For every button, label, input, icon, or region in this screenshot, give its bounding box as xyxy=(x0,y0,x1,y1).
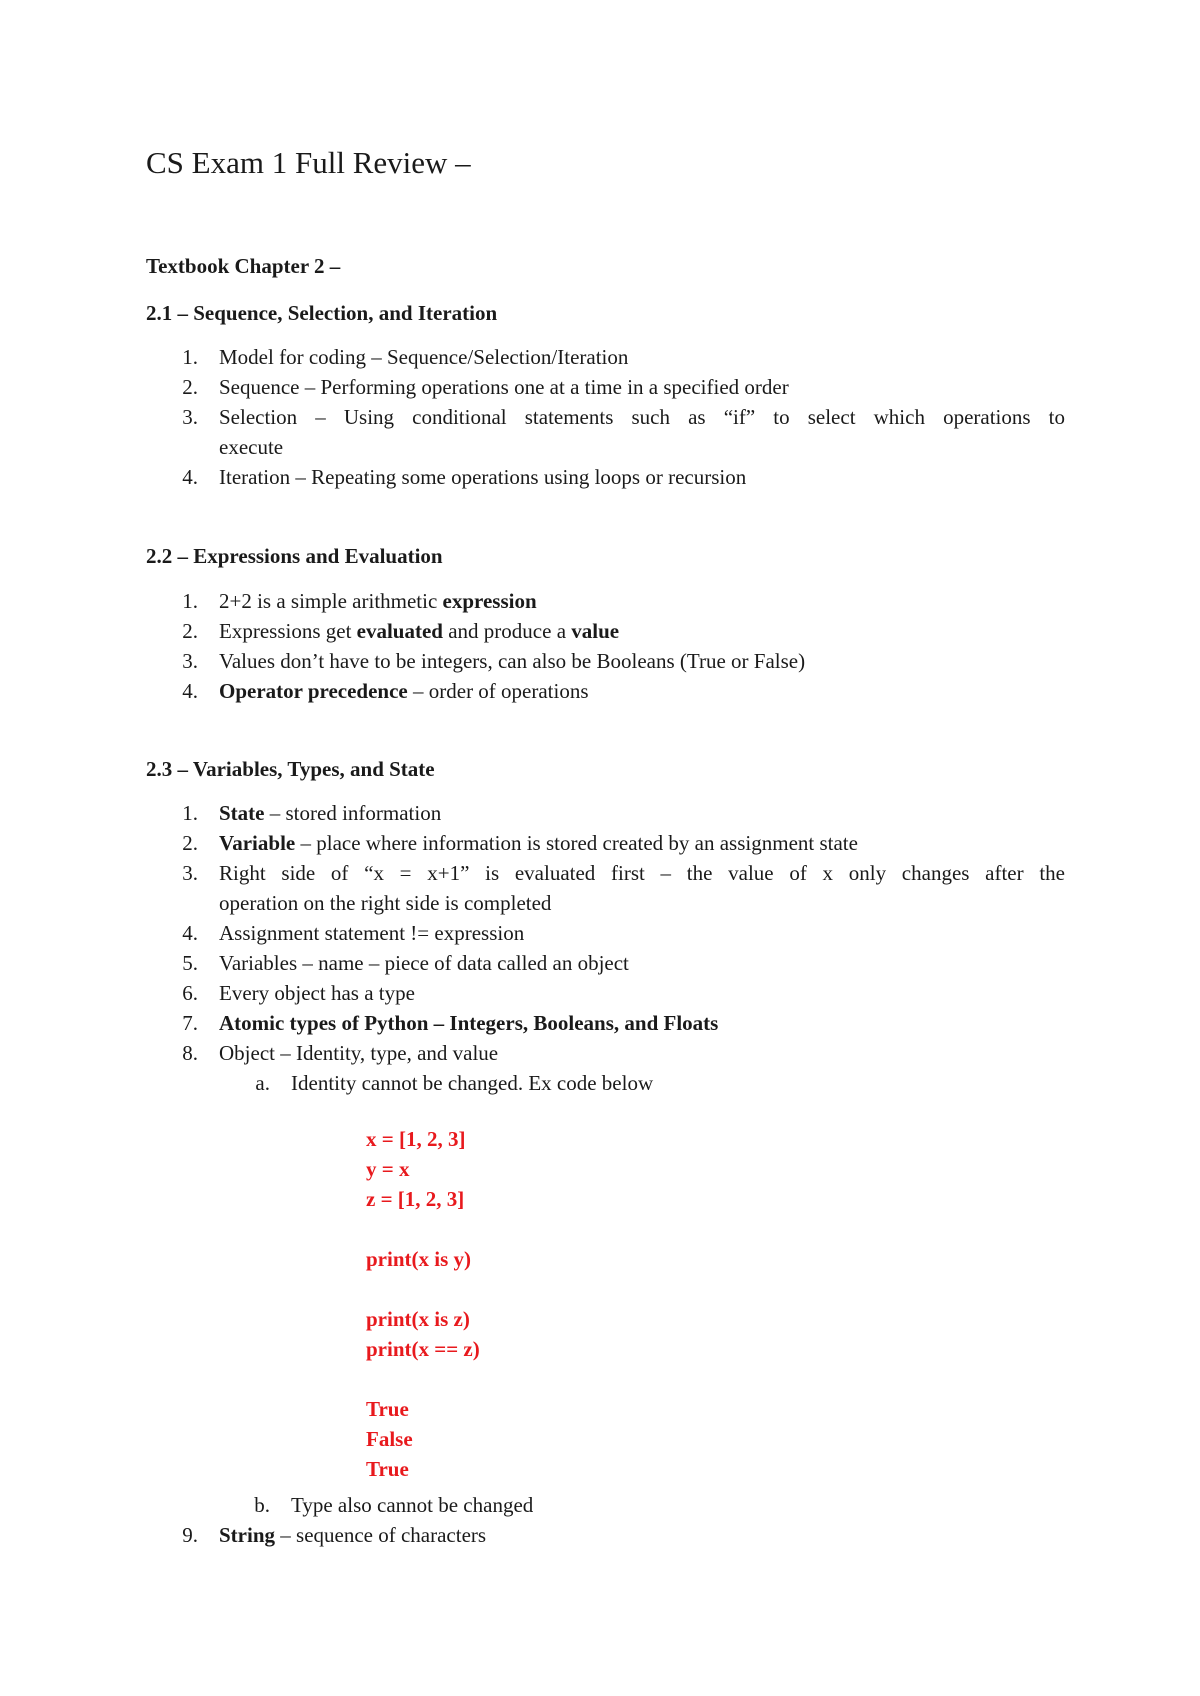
list-text: Identity cannot be changed. Ex code below xyxy=(291,1071,654,1095)
list-text: Right side of “x = x+1” is evaluated first – the value of x only changes after the xyxy=(219,861,1065,885)
bold-term: evaluated xyxy=(356,619,443,643)
list-number: 4. xyxy=(182,921,198,945)
list-text: Operator precedence – order of operations xyxy=(219,679,589,703)
list-number: 5. xyxy=(182,951,198,975)
list-number: 8. xyxy=(182,1041,198,1065)
section-heading-2-3: 2.3 – Variables, Types, and State xyxy=(146,757,435,781)
chapter-heading: Textbook Chapter 2 – xyxy=(146,254,341,278)
list-number: 9. xyxy=(182,1523,198,1547)
list-text: Sequence – Performing operations one at a time in a specified order xyxy=(219,375,789,399)
list-text: Values don’t have to be integers, can also be Booleans (True or False) xyxy=(219,649,806,673)
list-text: Variable – place where information is stored created by an assignment state xyxy=(219,831,858,855)
bold-term: expression xyxy=(442,589,537,613)
list-number: 2. xyxy=(182,619,198,643)
list-text: String – sequence of characters xyxy=(219,1523,487,1547)
section-heading-2-2: 2.2 – Expressions and Evaluation xyxy=(146,544,443,568)
list-text: Selection – Using conditional statements such as “if” to select which operations to xyxy=(219,405,1065,429)
list-number: 4. xyxy=(182,465,198,489)
code-line: z = [1, 2, 3] xyxy=(366,1187,465,1211)
code-line: print(x is y) xyxy=(366,1247,471,1271)
document-title: CS Exam 1 Full Review – xyxy=(146,145,471,180)
list-number: 1. xyxy=(182,801,198,825)
list-text: Every object has a type xyxy=(219,981,415,1005)
list-number: 4. xyxy=(182,679,198,703)
list-number: 1. xyxy=(182,589,198,613)
code-output-line: False xyxy=(366,1427,413,1451)
list-number: 1. xyxy=(182,345,198,369)
list-number: 3. xyxy=(182,405,198,429)
section-heading-2-1: 2.1 – Sequence, Selection, and Iteration xyxy=(146,301,498,325)
list-text-continuation: execute xyxy=(219,435,284,459)
code-output-line: True xyxy=(366,1397,409,1421)
list-text: Expressions get evaluated and produce a value xyxy=(219,619,620,643)
list-text: State – stored information xyxy=(219,801,442,825)
list-text: 2+2 is a simple arithmetic expression xyxy=(219,589,537,613)
list-text: Assignment statement != expression xyxy=(219,921,525,945)
code-line: y = x xyxy=(366,1157,410,1181)
list-number: 2. xyxy=(182,375,198,399)
list-number: 2. xyxy=(182,831,198,855)
list-number: 3. xyxy=(182,861,198,885)
code-line: print(x == z) xyxy=(366,1337,480,1361)
bold-term: State xyxy=(219,801,265,825)
code-line: print(x is z) xyxy=(366,1307,470,1331)
bold-term: value xyxy=(571,619,620,643)
list-letter: b. xyxy=(254,1493,270,1517)
bold-term: Atomic types of Python – Integers, Booleans, and Floats xyxy=(219,1011,719,1035)
code-line: x = [1, 2, 3] xyxy=(366,1127,466,1151)
bold-term: String xyxy=(219,1523,276,1547)
bold-term: Variable xyxy=(219,831,296,855)
list-text: Iteration – Repeating some operations using loops or recursion xyxy=(219,465,747,489)
list-text xyxy=(219,1008,1065,1038)
code-output-line: True xyxy=(366,1457,409,1481)
list-text: Type also cannot be changed xyxy=(291,1493,534,1517)
list-number: 6. xyxy=(182,981,198,1005)
bold-term: Operator precedence xyxy=(219,679,408,703)
list-text: Object – Identity, type, and value xyxy=(219,1041,499,1065)
list-letter: a. xyxy=(255,1071,270,1095)
list-text: Variables – name – piece of data called an object xyxy=(219,951,629,975)
list-number: 3. xyxy=(182,649,198,673)
list-text: Model for coding – Sequence/Selection/Iteration xyxy=(219,345,629,369)
list-number: 7. xyxy=(182,1011,198,1035)
list-text-continuation: operation on the right side is completed xyxy=(219,891,552,915)
